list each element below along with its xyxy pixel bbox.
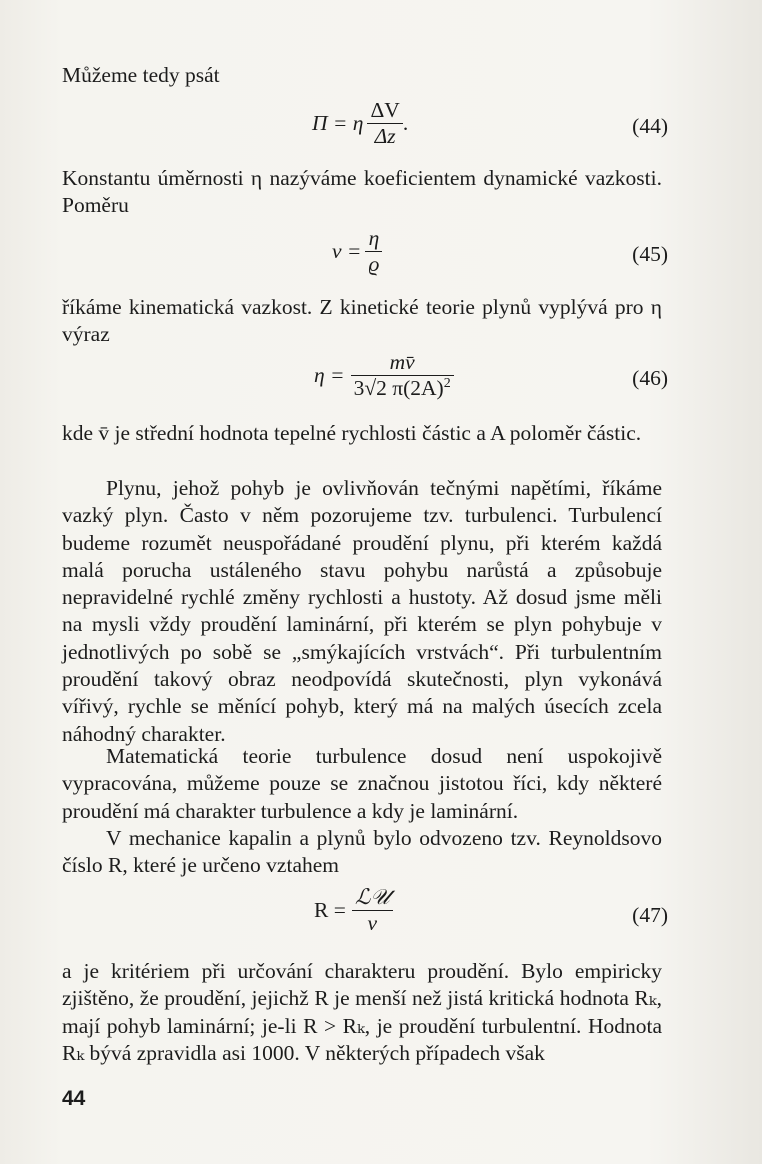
eq47-label: (47) [632, 903, 668, 927]
paragraph-3 [62, 420, 662, 447]
paragraph-7-text: a je kritériem při určování charakteru proudění. Bylo empiricky zjištěno, že proudění, jejichž R je menší než jistá kritická hodnota Rₖ, mají pohyb laminární; je-li R > Rₖ, je proudění turbulentní. Hodnota Rₖ bývá zpravidla asi 1000. V některých případech však [62, 959, 662, 1065]
intro-line [62, 62, 662, 89]
paragraph-2 [62, 294, 662, 349]
paragraph-7 [62, 958, 662, 1067]
paragraph-6-text: V mechanice kapalin a plynů bylo odvozeno tzv. Reynoldsovo číslo R, které je určeno vztahem [62, 826, 662, 878]
eq45-label: (45) [632, 242, 668, 266]
intro-text: Můžeme tedy psát [62, 63, 220, 87]
eq46-lhs: η = [314, 363, 345, 388]
eq44-tail: . [402, 111, 409, 135]
paragraph-5 [62, 743, 662, 825]
eq45-lhs: ν = [332, 239, 362, 263]
paragraph-1 [62, 165, 662, 220]
equation-46 [62, 350, 668, 410]
paragraph-5-text: Matematická teorie turbulence dosud není uspokojivě vypracována, můžeme pouze se značnou jistotou říci, kdy některé proudění má charakter turbulence a kdy je laminární. [62, 744, 662, 823]
eq44-label: (44) [632, 114, 668, 138]
eq47-numerator: ℒ𝒰 [352, 885, 393, 911]
page-number: 44 [62, 1087, 86, 1110]
paragraph-4-text: Plynu, jehož pohyb je ovlivňován tečnými napětími, říkáme vazký plyn. Často v něm pozorujeme tzv. turbulenci. Turbulencí budeme rozumět neuspořádané proudění plynu, při kterém každá malá porucha ustáleného stavu pohybu narůstá a způsobuje nepravidelné rychlé změny rychlosti a hustoty. Až dosud jsme měli na mysli vždy proudění laminární, při kterém se plyn pohybuje v jednotlivých po sobě se „smýkajících vrstvách“. Při turbulentním proudění takový obraz neodpovídá skutečnosti, plyn vykonává vířivý, rychle se měnící pohyb, který má na malých úsecích zcela náhodný charakter. [62, 476, 662, 746]
eq46-numerator: mv̄ [351, 350, 454, 376]
paragraph-3-text: kde v̄ je střední hodnota tepelné rychlosti částic a A poloměr částic. [62, 421, 642, 445]
paragraph-2-text: říkáme kinematická vazkost. Z kinetické teorie plynů vyplývá pro η výraz [62, 295, 662, 347]
equation-44 [62, 98, 668, 158]
equation-45 [62, 226, 668, 286]
paragraph-4 [62, 475, 662, 748]
eq45-numerator: η [365, 226, 382, 252]
eq46-denominator: 3√2 π(2A) [353, 376, 444, 401]
eq46-label: (46) [632, 366, 668, 390]
eq44-numerator: ΔV [367, 98, 402, 124]
equation-47 [62, 885, 668, 945]
eq47-lhs: R = [314, 898, 346, 922]
paragraph-1-text: Konstantu úměrnosti η nazýváme koeficientem dynamické vazkosti. Poměru [62, 166, 662, 218]
eq44-lhs: Π = η [312, 111, 364, 135]
paragraph-6 [62, 825, 662, 880]
eq47-denominator: ν [367, 911, 378, 935]
eq44-denominator: Δz [374, 124, 396, 148]
eq46-exponent: 2 [443, 376, 451, 391]
eq45-denominator: ϱ [368, 252, 380, 276]
